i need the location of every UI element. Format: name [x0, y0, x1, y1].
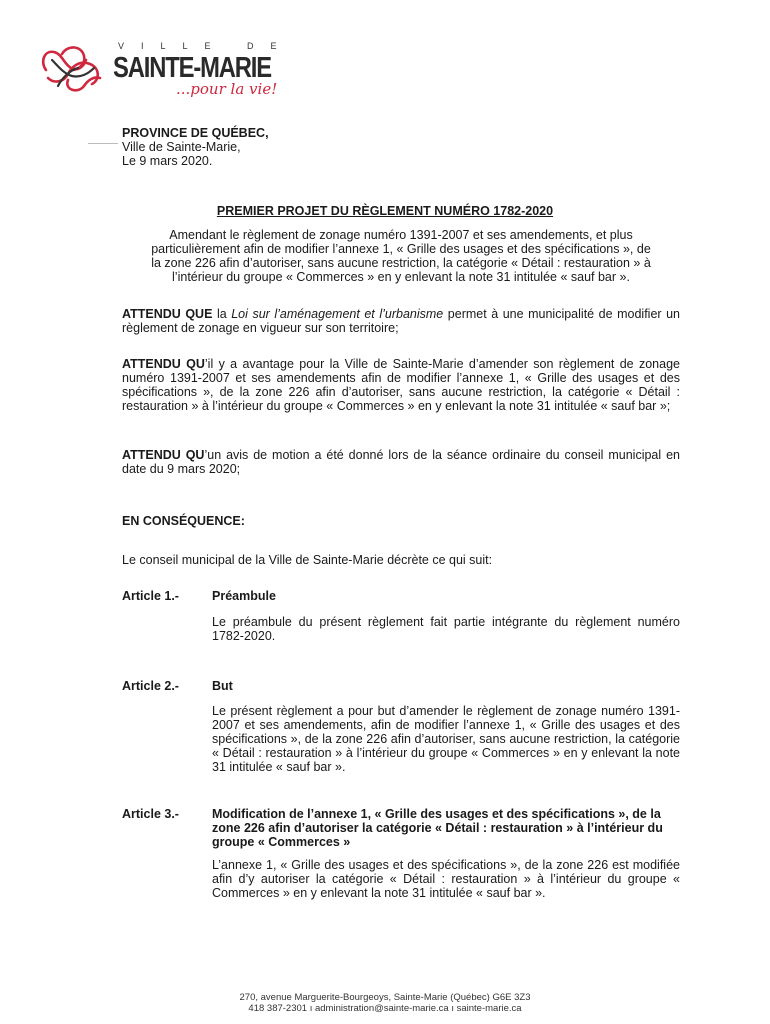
article-body: L’annexe 1, « Grille des usages et des spécifications », de la zone 226 est modifiée afin d’y autoriser la catégorie « Détail : restauration » à l’intérieur du groupe « Commerces » en y enlevant la note 31 intitulée « sauf bar ».	[212, 858, 680, 900]
article-label: Article 2.-	[122, 679, 179, 693]
attendu-paragraph-1	[122, 307, 680, 335]
article-label: Article 3.-	[122, 807, 179, 821]
intro-line: Amendant le règlement de zonage numéro 1391-2007 et ses amendements, et plus	[169, 228, 633, 242]
header-divider	[88, 143, 118, 144]
decree-statement: Le conseil municipal de la Ville de Sainte-Marie décrète ce qui suit:	[122, 553, 493, 567]
attendu-law-title: Loi sur l’aménagement et l’urbanisme	[231, 307, 444, 321]
article-body: Le présent règlement a pour but d’amender le règlement de zonage numéro 1391-2007 et ses amendements, afin de modifier l’annexe 1, « Grille des usages et des spécifications », de la zone 226 afin d’autoriser, sans aucune restriction, la catégorie « Détail : restauration » à l’intérieur du groupe « Commerces » en y enlevant la note 31 intitulée « sauf bar ».	[212, 704, 680, 774]
intro-paragraph	[122, 228, 680, 284]
article-body: Le préambule du présent règlement fait partie intégrante du règlement numéro 1782-2020.	[212, 615, 680, 643]
attendu-text: la	[212, 307, 232, 321]
attendu-paragraph-3	[122, 448, 680, 476]
article-label: Article 1.-	[122, 589, 179, 603]
page-footer	[0, 992, 770, 1014]
document-header	[122, 126, 269, 168]
logo-slogan: ...pour la vie!	[176, 80, 278, 98]
attendu-lead: ATTENDU QUE	[122, 307, 213, 321]
footer-address: 270, avenue Marguerite-Bourgeoys, Sainte-Marie (Québec) G6E 3Z3	[239, 992, 531, 1003]
intro-line: particulièrement afin de modifier l’annexe 1, « Grille des usages et des spécifications », de	[151, 242, 651, 256]
intro-line: la zone 226 afin d’autoriser, sans aucune restriction, la catégorie « Détail : restauration » à	[151, 256, 651, 270]
document-title-text: PREMIER PROJET DU RÈGLEMENT NUMÉRO 1782-2020	[216, 204, 554, 218]
attendu-lead: ATTENDU QU	[122, 448, 205, 462]
header-province: PROVINCE DE QUÉBEC,	[122, 126, 269, 140]
article-heading: But	[212, 679, 233, 693]
attendu-text: ’un avis de motion a été donné lors de la séance ordinaire du conseil municipal en date du 9 mars 2020;	[122, 448, 680, 476]
article-heading: Préambule	[212, 589, 276, 603]
attendu-text: permet à une municipalité de modifier un règlement de zonage en vigueur sur son territoire;	[122, 307, 680, 335]
header-date: Le 9 mars 2020.	[122, 154, 213, 168]
article-heading: Modification de l’annexe 1, « Grille des usages et des spécifications », de la zone 226 afin d’autoriser la catégorie « Détail : restauration » à l’intérieur du groupe « Commerces »	[212, 807, 663, 849]
footer-contact: 418 387-2301 ı administration@sainte-marie.ca ı sainte-marie.ca	[248, 1003, 522, 1014]
sainte-marie-logo-icon	[38, 40, 108, 96]
logo-ville-de: VILLE DE	[118, 41, 294, 51]
header-ville: Ville de Sainte-Marie,	[122, 140, 241, 154]
intro-line: l’intérieur du groupe « Commerces » en y enlevant la note 31 intitulée « sauf bar ».	[172, 270, 630, 284]
attendu-text: ’il y a avantage pour la Ville de Sainte-Marie d’amender son règlement de zonage numéro 1391-2007 et ses amendements afin de modifier l’annexe 1, « Grille des usages et des spécifications », de la zone 226 afin d’autoriser, sans aucune restriction, la catégorie « Détail : restauration » à l’intérieur du groupe « Commerces » en y enlevant la note 31 intitulée « sauf bar »;	[122, 357, 680, 413]
document-title	[0, 204, 770, 218]
attendu-paragraph-2	[122, 357, 680, 413]
consequence-heading: EN CONSÉQUENCE:	[122, 514, 245, 528]
logo-name: SAINTE-MARIE	[113, 52, 271, 84]
attendu-lead: ATTENDU QU	[122, 357, 205, 371]
